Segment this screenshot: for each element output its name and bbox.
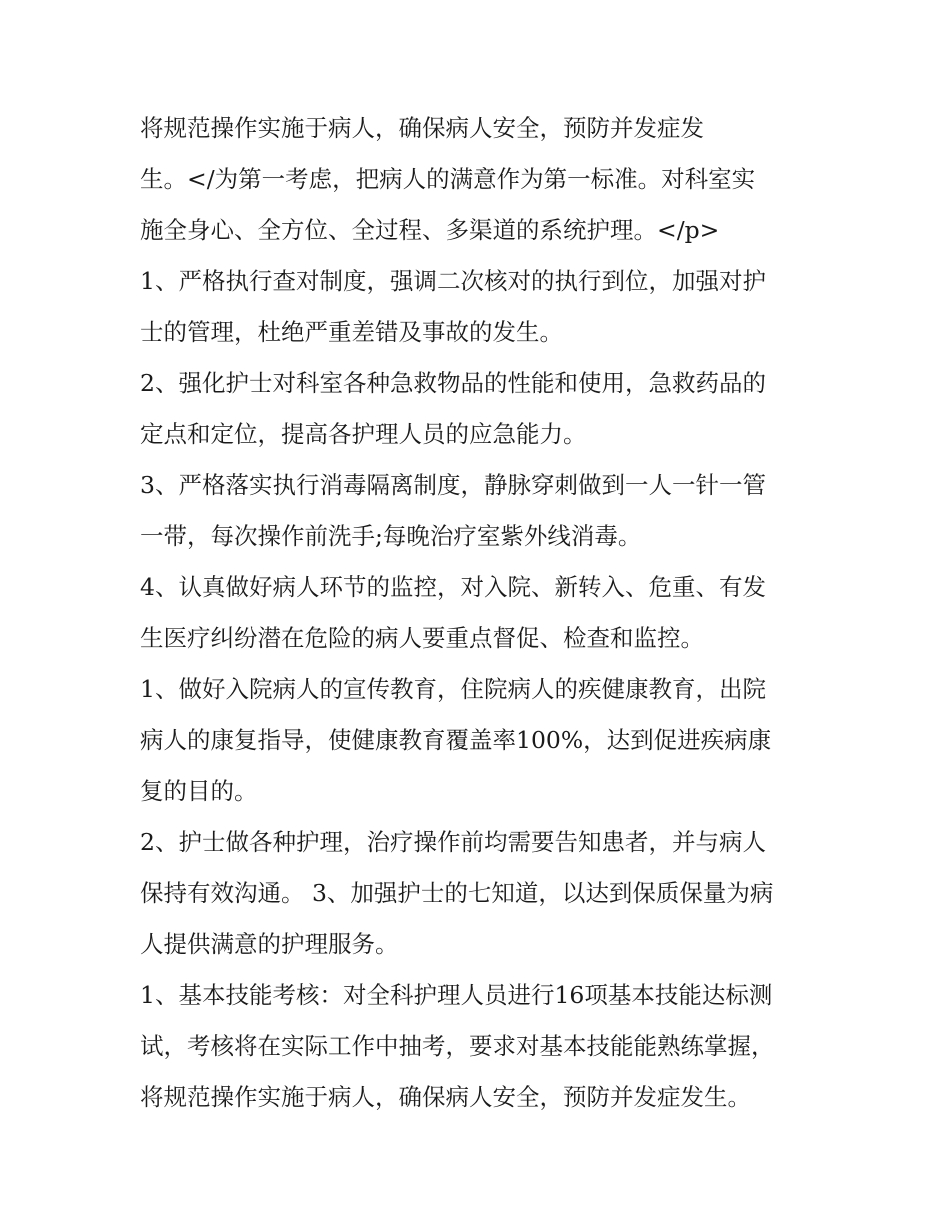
text-line: 3、严格落实执行消毒隔离制度，静脉穿刺做到一人一针一管: [140, 471, 766, 499]
text-line: 2、护士做各种护理，治疗操作前均需要告知患者，并与病人: [140, 828, 766, 856]
document-body: [140, 103, 820, 1123]
text-line: 人提供满意的护理服务。: [140, 930, 399, 958]
text-line: 病人的康复指导，使健康教育覆盖率100%，达到促进疾病康: [140, 726, 772, 754]
text-line: 士的管理，杜绝严重差错及事故的发生。: [140, 318, 563, 346]
text-line: 试，考核将在实际工作中抽考，要求对基本技能能熟练掌握，: [140, 1032, 775, 1060]
text-line: 2、强化护士对科室各种急救物品的性能和使用，急救药品的: [140, 369, 766, 397]
text-line: 定点和定位，提高各护理人员的应急能力。: [140, 420, 587, 448]
text-line: 保持有效沟通。 3、加强护士的七知道，以达到保质保量为病: [140, 879, 774, 907]
text-line: 1、做好入院病人的宣传教育，住院病人的疾健康教育，出院: [140, 675, 766, 703]
text-line: 复的目的。: [140, 777, 258, 805]
text-line: 1、严格执行查对制度，强调二次核对的执行到位，加强对护: [140, 267, 766, 295]
text-line: 生医疗纠纷潜在危险的病人要重点督促、检查和监控。: [140, 624, 704, 652]
text-line: 将规范操作实施于病人，确保病人安全，预防并发症发: [140, 114, 704, 142]
text-line: 4、认真做好病人环节的监控，对入院、新转入、危重、有发: [140, 573, 766, 601]
text-line: 将规范操作实施于病人，确保病人安全，预防并发症发生。: [140, 1083, 751, 1111]
text-line: 一带，每次操作前洗手;每晚治疗室紫外线消毒。: [140, 522, 642, 550]
text-line: 1、基本技能考核：对全科护理人员进行16项基本技能达标测: [140, 981, 773, 1009]
text-line: 施全身心、全方位、全过程、多渠道的系统护理。</p>: [140, 216, 720, 244]
text-line: 生。</为第一考虑，把病人的满意作为第一标准。对科室实: [140, 165, 756, 193]
